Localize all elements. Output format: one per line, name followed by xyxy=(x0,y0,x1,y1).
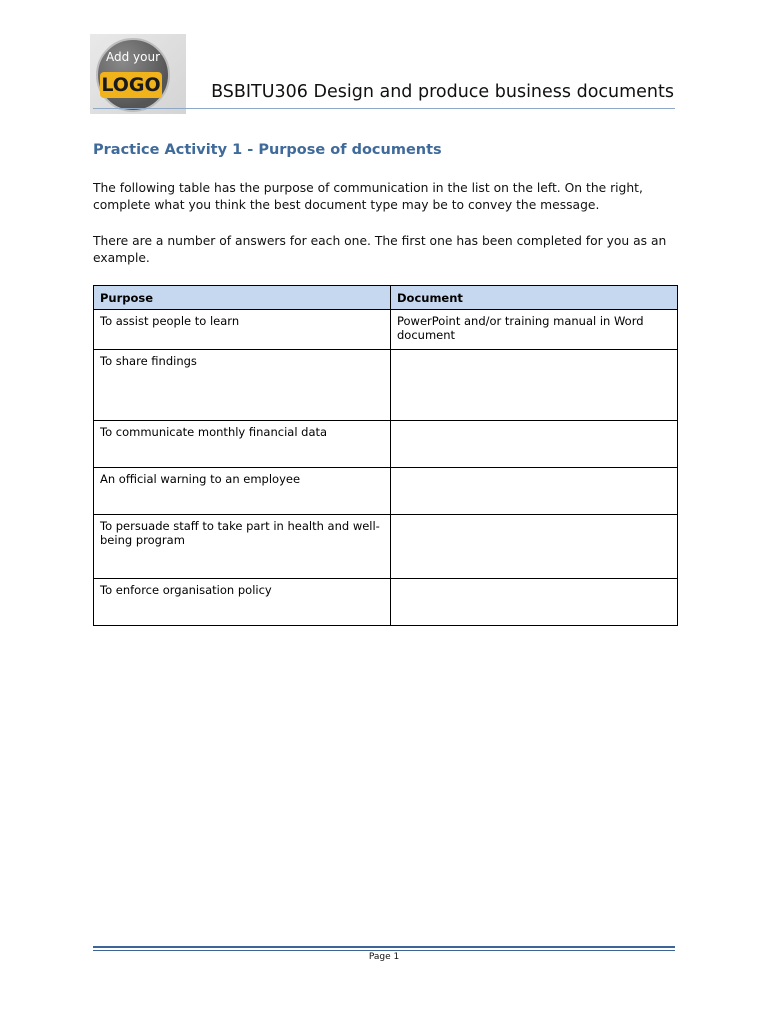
header-divider xyxy=(93,108,675,109)
instructions-paragraph-1: The following table has the purpose of communication in the list on the left. On the right, complete what you think the best document type may be to convey the message. xyxy=(93,181,643,212)
column-header-document: Document xyxy=(391,286,678,310)
table-row xyxy=(94,579,678,626)
purpose-cell: An official warning to an employee xyxy=(94,468,391,515)
purpose-cell: To enforce organisation policy xyxy=(94,579,391,626)
logo-text-top: Add your xyxy=(105,50,161,64)
footer-divider-thin xyxy=(93,950,675,951)
instructions-paragraph-2: There are a number of answers for each one. The first one has been completed for you as an example. xyxy=(93,234,667,265)
document-cell[interactable] xyxy=(391,515,678,579)
purpose-cell: To persuade staff to take part in health and well-being program xyxy=(94,515,391,579)
table-row xyxy=(94,310,678,350)
table-header-row xyxy=(94,286,678,310)
purpose-document-table xyxy=(93,285,678,626)
table-row xyxy=(94,421,678,468)
logo-text-main: LOGO xyxy=(101,74,161,96)
purpose-cell: To communicate monthly financial data xyxy=(94,421,391,468)
document-cell[interactable] xyxy=(391,350,678,421)
purpose-cell: To share findings xyxy=(94,350,391,421)
document-cell[interactable] xyxy=(391,579,678,626)
footer-divider xyxy=(93,946,675,948)
column-header-purpose: Purpose xyxy=(94,286,391,310)
document-cell[interactable] xyxy=(391,468,678,515)
activity-title: Practice Activity 1 - Purpose of documents xyxy=(93,142,442,158)
page-number: Page 1 xyxy=(368,952,400,962)
document-cell[interactable]: PowerPoint and/or training manual in Word document xyxy=(391,310,678,350)
table-row xyxy=(94,468,678,515)
logo xyxy=(90,34,186,114)
table-row xyxy=(94,515,678,579)
purpose-cell: To assist people to learn xyxy=(94,310,391,350)
table-row xyxy=(94,350,678,421)
document-cell[interactable] xyxy=(391,421,678,468)
document-header-title: BSBITU306 Design and produce business documents xyxy=(211,82,674,102)
